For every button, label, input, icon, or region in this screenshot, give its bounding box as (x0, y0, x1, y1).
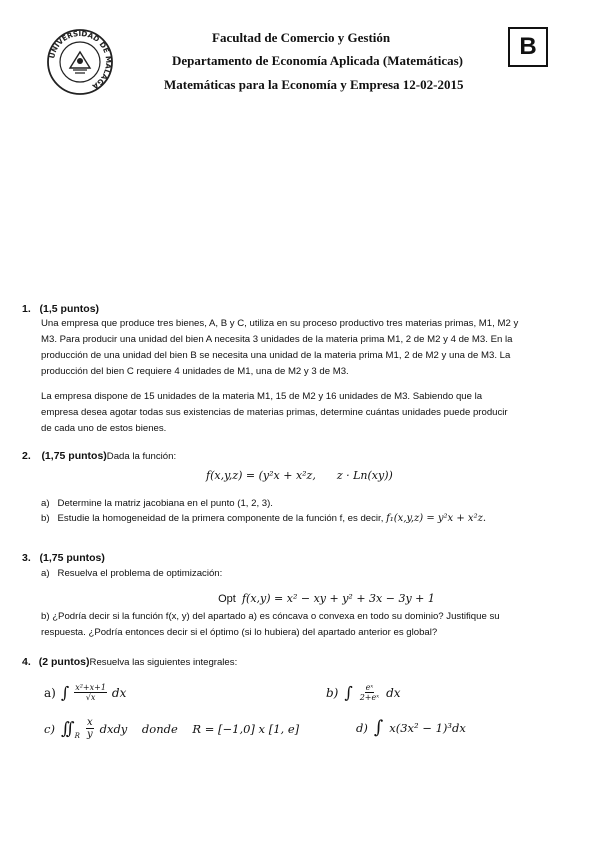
q2-number: 2. (22, 450, 31, 462)
q4-a-denominator: √x (85, 693, 96, 702)
q3-objective (212, 580, 435, 605)
q3-item-b-line: respuesta. ¿Podría entonces decir si el óptimo (si lo hubiera) del apartado anterior es global? (41, 627, 438, 638)
q3-opt-function: f(x,y) = x² − xy + y² + 3x − 3y + 1 (241, 592, 435, 605)
q4-c-region: R (74, 732, 80, 740)
question-1 (22, 303, 557, 437)
q4-intro: Resuelva las siguientes integrales: (89, 657, 238, 668)
q4-b-label: b) (326, 685, 339, 700)
faculty-title: Facultad de Comercio y Gestión (212, 30, 391, 45)
double-integral-icon: ∫∫ (60, 718, 71, 739)
university-seal-logo (46, 28, 114, 96)
q4-c-numerator: x (86, 717, 93, 728)
q1-line: producción de una unidad del bien B se necesita una unidad de la materia prima M1, 2 de M2 y una de M3. La (41, 350, 511, 361)
question-2 (22, 450, 562, 462)
q3-title: (1,75 puntos) (39, 552, 105, 564)
q4-d-label: d) (356, 720, 368, 735)
q4-b-numerator: eˣ (365, 683, 374, 692)
q4-number: 4. (22, 656, 31, 668)
q4-b-fraction (359, 683, 380, 702)
q1-paragraph-1 (41, 316, 557, 380)
q2-function: f(x,y,z) = (y²x + x²z, z · Ln(xy)) (206, 469, 393, 482)
q3-item-b-line: b) ¿Podría decir si la función f(x, y) del apartado a) es cóncava o convexa en todo su dominio? Justifique su (41, 611, 500, 622)
q1-line: de cada uno de estos bienes. (41, 423, 167, 434)
q4-b-denominator: 2+eˣ (359, 693, 380, 702)
q1-line: La empresa dispone de 15 unidades de la materia M1, 15 de M2 y 16 unidades de M3. Sabiendo que la (41, 391, 483, 402)
exam-version-box (508, 27, 548, 67)
q4-b-tail: dx (386, 685, 401, 700)
question-3-heading (22, 552, 105, 564)
q1-line: producción del bien C requiere 4 unidades de M1, una de M2 y 3 de M3. (41, 366, 349, 377)
exam-letter: B (519, 33, 537, 60)
q1-title: (1,5 puntos) (39, 303, 100, 315)
q4-integral-c (44, 717, 299, 740)
q2-intro: Dada la función: (106, 451, 177, 462)
q1-number: 1. (22, 303, 31, 315)
integral-sign-icon: ∫ (60, 683, 70, 702)
q4-c-denominator: y (86, 729, 93, 740)
question-4-heading (22, 656, 237, 668)
department-title: Departamento de Economía Aplicada (Matemáticas) (172, 53, 464, 68)
q4-c-label: c) (44, 721, 55, 736)
q2-item-a (41, 496, 561, 512)
q4-d-expression: x(3x² − 1)³dx (389, 720, 466, 735)
q3-item-a (41, 566, 222, 582)
q3-item-a-label: a) (41, 568, 50, 579)
q4-integral-a (44, 683, 126, 702)
q1-line: Una empresa que produce tres bienes, A, B y C, utiliza en su proceso productivo tres materias primas, M1, M2 y (41, 318, 519, 329)
q3-number: 3. (22, 552, 31, 564)
q1-line: empresa desea agotar todas sus existencias de materias primas, determine cuántas unidades puede producir (41, 407, 508, 418)
q2-item-b-math: f₁(x,y,z) = y²x + x²z. (386, 513, 487, 524)
q2-item-b-text: Estudie la homogeneidad de la primera componente de la función f, es decir, (57, 513, 384, 524)
q1-paragraph-2 (41, 389, 557, 437)
q2-item-b (41, 511, 581, 527)
integral-sign-icon: ∫ (344, 683, 353, 702)
q2-item-a-label: a) (41, 498, 50, 509)
q3-opt-label: Opt (218, 593, 236, 605)
course-title: Matemáticas para la Economía y Empresa 12-02-2015 (164, 77, 464, 92)
q4-a-label: a) (44, 685, 56, 700)
q4-integral-d (356, 717, 466, 738)
q4-a-tail: dx (111, 685, 127, 700)
q4-c-fraction (86, 717, 94, 740)
q2-item-a-text: Determine la matriz jacobiana en el punto (1, 2, 3). (57, 498, 273, 509)
q1-line: M3. Para producir una unidad del bien A necesita 3 unidades de la materia prima M1, 2 de M2 y 4 de M3. En la (41, 334, 513, 345)
q3-item-b (41, 609, 561, 641)
q4-integral-b (326, 683, 401, 702)
svg-text:UNIVERSIDAD DE MÁLAGA: UNIVERSIDAD DE MÁLAGA (47, 28, 114, 92)
q4-title: (2 puntos) (38, 656, 90, 668)
q4-a-fraction (74, 683, 107, 702)
q3-item-a-text: Resuelva el problema de optimización: (57, 568, 223, 579)
q2-title: (1,75 puntos) (41, 450, 107, 462)
integral-sign-icon: ∫ (373, 717, 384, 738)
q4-c-tail: dxdy donde R = [−1,0] x [1, e] (99, 721, 300, 736)
q4-a-numerator: x²+x+1 (75, 683, 106, 692)
q2-item-b-label: b) (41, 513, 50, 524)
